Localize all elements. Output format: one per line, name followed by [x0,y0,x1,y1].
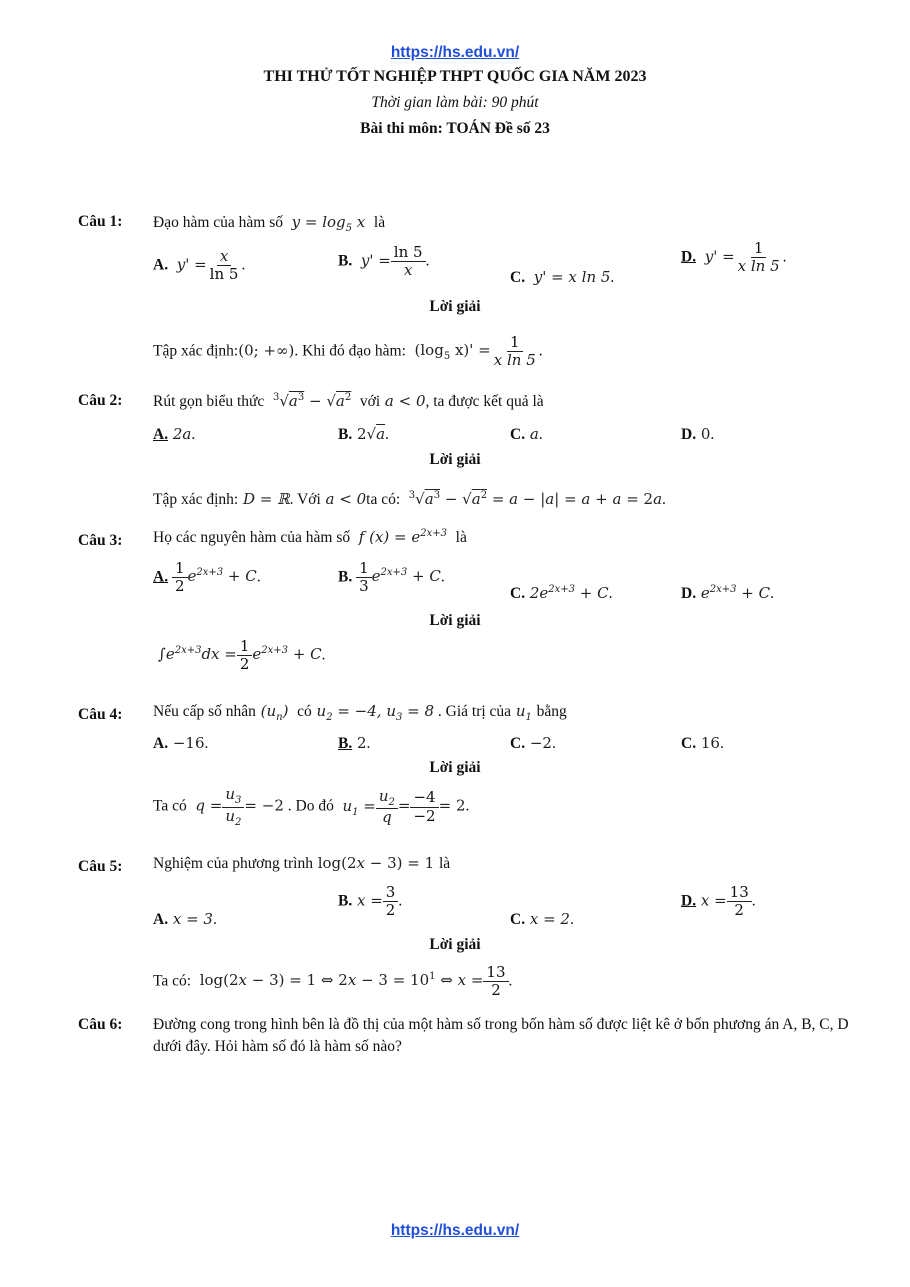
question-6-number: Câu 6: [78,1016,123,1033]
question-2-text: Rút gọn biểu thức $^3√a^3 - √a^2$ với a < 0, ta được kết quả là [153,392,544,410]
question-2-option-c: C. a. [510,425,543,443]
question-4-solution: Ta có q = $\frac{u_3}{u_2}$ = −2 . Do đó $u_1$ = $\frac{u_2}{q}$ = $\frac{-4}{-2}$ = 2. [153,785,470,828]
question-1-solution-label: Lời giải [429,298,481,315]
question-2-option-a: A. 2a. [153,425,196,443]
question-3-option-a: A. $\frac{1}{2}$ $e^{2x+3} + C$. [153,559,261,596]
question-5-option-b: B. x = $\frac{3}{2}$ . [338,883,403,920]
exam-time: Thời gian làm bài: 90 phút [371,94,539,111]
question-4-text: Nếu cấp số nhân $(u_n)$ có $u_2 = -4$, $u_3 = 8$ . Giá trị của $u_1$ bằng [153,702,567,723]
question-5-number: Câu 5: [78,858,123,875]
question-3-text: Họ các nguyên hàm của hàm số f $(x) = e^{2x+3}$ là [153,528,467,546]
question-5-option-c: C. x = 2. [510,910,574,928]
question-2-solution: Tập xác định: D = ℝ. Với a < 0ta có: $^3√a^3 - √a^2 = a - |a| = a + a = 2a$. [153,490,666,508]
question-4-solution-label: Lời giải [429,759,481,776]
question-5-solution-label: Lời giải [429,936,481,953]
question-1-option-c: C. y' = x ln 5. [510,268,615,286]
question-1-text: Đạo hàm của hàm số $y = \log_5 x$ là [153,213,386,234]
question-3-solution: $\int e^{2x+3}dx$ = $\frac{1}{2}$ $e^{2x+3} + C$. [158,637,326,674]
question-5-text: Nghiệm của phương trình log(2x − 3) = 1 là [153,854,451,872]
question-3-option-d: D. $e^{2x+3} + C$. [681,584,774,602]
exam-subject: Bài thi môn: TOÁN Đề số 23 [360,120,550,137]
question-3-solution-label: Lời giải [429,612,481,629]
question-4-option-c: C. −2. [510,734,556,752]
question-4-option-d: C. 16. [681,734,724,752]
question-3-number: Câu 3: [78,532,123,549]
question-4-option-a: A. −16. [153,734,209,752]
question-5-solution: Ta có: log(2x − 3) = 1 ⇔ $2x - 3 = 10^1$ ⇔ x = $\frac{13}{2}$ . [153,963,513,1000]
question-2-option-b: B. 2√a. [338,425,389,443]
question-4-number: Câu 4: [78,706,123,723]
site-link-top[interactable]: https://hs.edu.vn/ [390,44,520,61]
question-4-option-b: B. 2. [338,734,371,752]
question-1-number: Câu 1: [78,213,123,230]
question-1-option-d: D. y' = $\frac{1}{\text{x ln 5}}$ . [681,239,787,276]
site-link-bottom[interactable]: https://hs.edu.vn/ [390,1222,520,1239]
question-2-solution-label: Lời giải [429,451,481,468]
question-1-solution: Tập xác định:(0; +∞). Khi đó đạo hàm: ($\log_5$ x)' = $\frac{1}{\text{x ln 5}}$ . [153,333,543,370]
exam-title: THI THỬ TỐT NGHIỆP THPT QUỐC GIA NĂM 2023 [263,68,647,85]
question-3-option-b: B. $\frac{1}{3}$ $e^{2x+3} + C$. [338,559,445,596]
question-1-option-b: B. y' = $\frac{\ln 5}{x}$ . [338,243,430,280]
formula: $y = \log_5 x$ [286,213,371,234]
question-6-text: Đường cong trong hình bên là đồ thị của một hàm số trong bốn hàm số được liệt kê ở bốn phương án A, B, C, D dưới đây. Hỏi hàm số đó là hàm số nào? [153,1016,849,1056]
question-5-option-a: A. x = 3. [153,910,217,928]
question-2-option-d: D. 0. [681,425,715,443]
question-5-option-d: D. x = $\frac{13}{2}$ . [681,883,756,920]
question-3-option-c: C. $2e^{2x+3} + C$. [510,584,613,602]
question-1-option-a: A. y' = $\frac{x}{\ln 5}$ . [153,247,246,284]
question-2-number: Câu 2: [78,392,123,409]
